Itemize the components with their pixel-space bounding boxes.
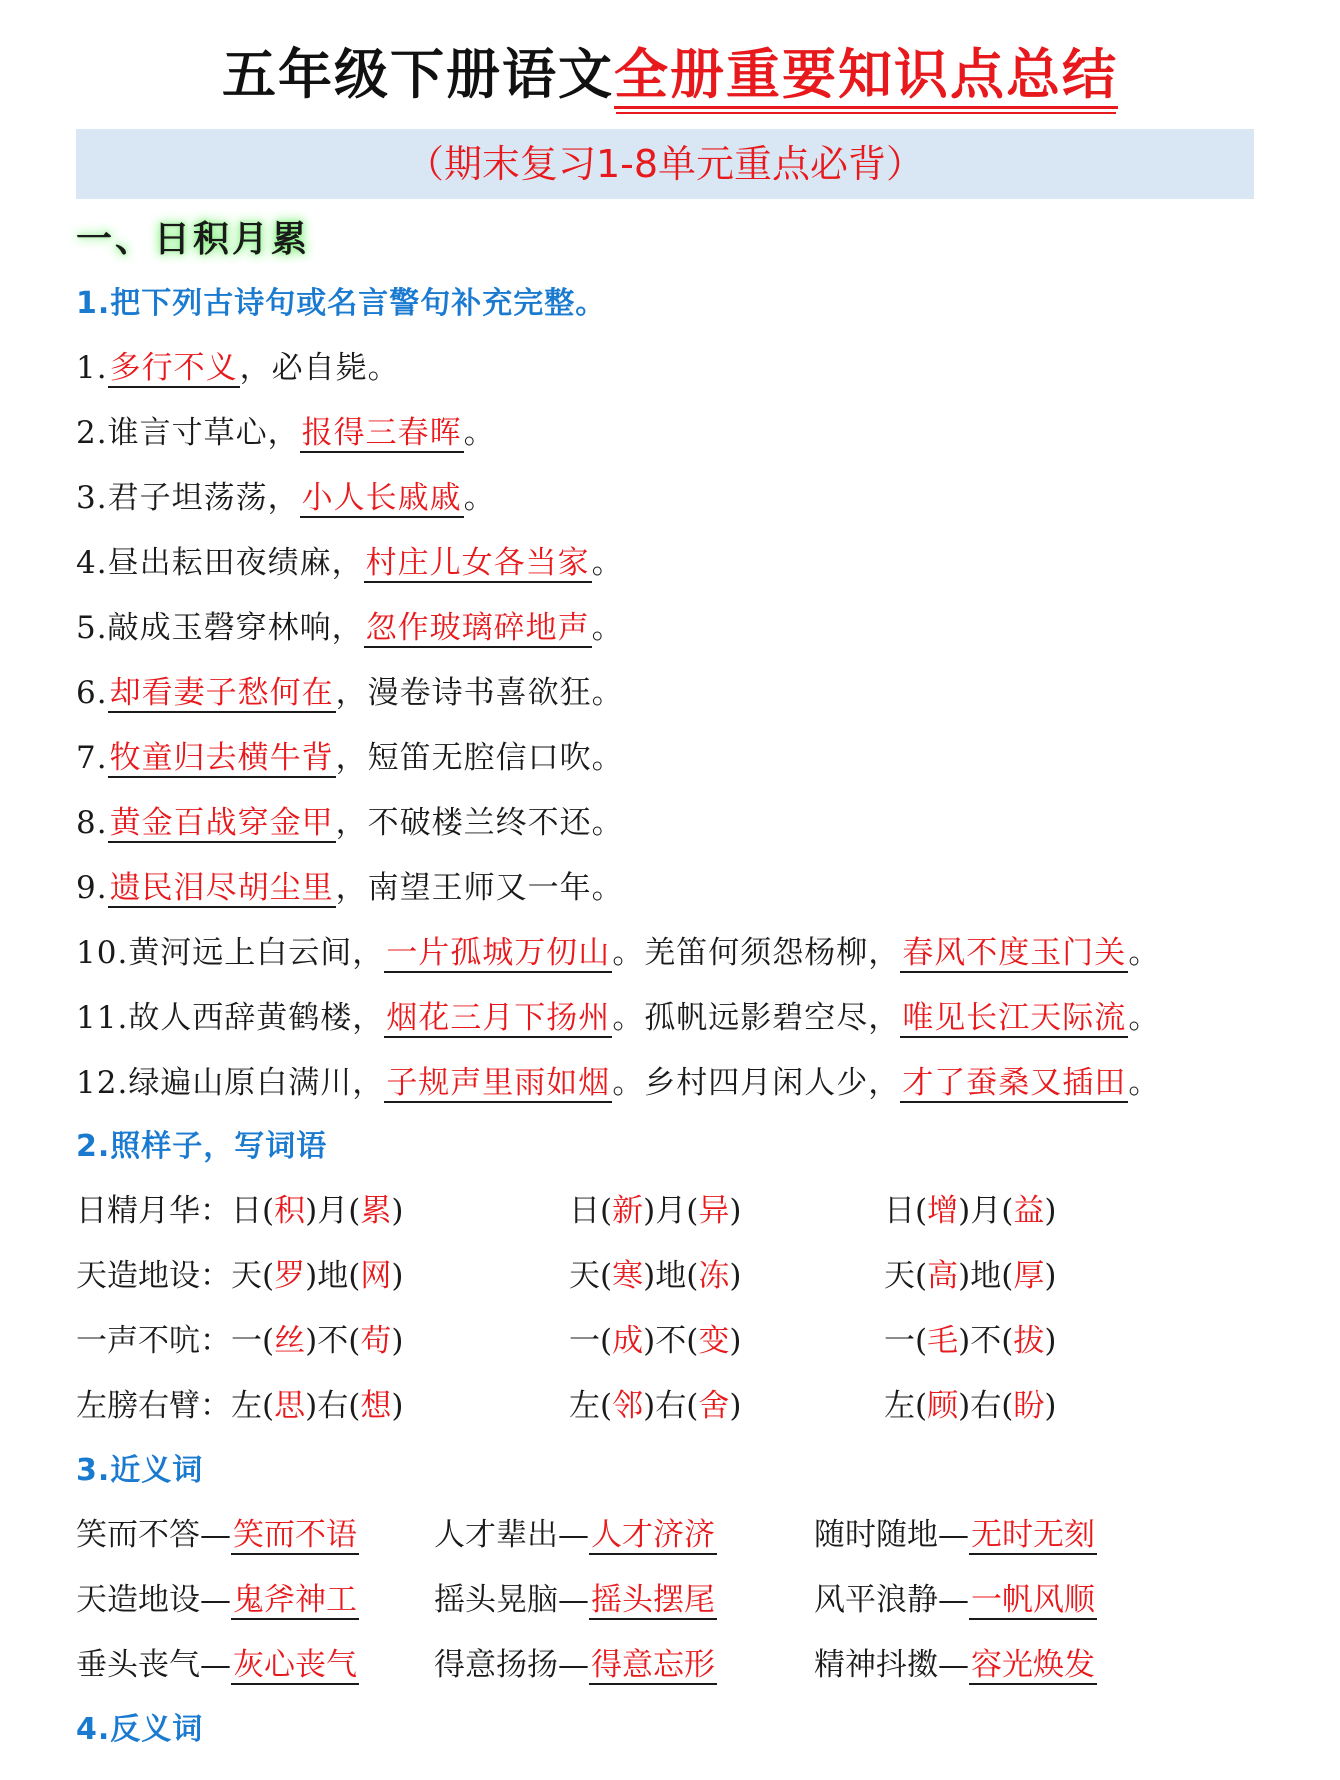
answer: 多行不义	[109, 350, 238, 386]
section-heading: 一、日积月累	[76, 219, 311, 260]
poem-line-11: 11.故人西辞黄鹤楼，烟花三月下扬州。孤帆远影碧空尽，唯见长江天际流。	[76, 1000, 1161, 1036]
answer: 却看妻子愁何在	[109, 675, 334, 711]
poem-line-8: 8.黄金百战穿金甲，不破楼兰终不还。	[76, 805, 624, 841]
answer: 忽作玻璃碎地声	[365, 610, 590, 646]
answer: 唯见长江天际流	[902, 1000, 1127, 1036]
page-title	[0, 40, 1340, 110]
answer: 报得三春晖	[301, 415, 462, 451]
answer: 村庄儿女各当家	[365, 545, 590, 581]
answer: 子规声里雨如烟	[386, 1065, 611, 1101]
answer: 牧童归去横牛背	[109, 740, 334, 776]
answer: 黄金百战穿金甲	[109, 805, 334, 841]
page: 五年级下册语文全册重要知识点总结 （期末复习1-8单元重点必背） 一、日积月累 1.把下列古诗句或名言警句补充完整。 1.多行不义，必自毙。 2.谁言寸草心，报得三春晖。 3.君子坦荡荡，小人长戚戚。 4.昼出耘田夜绩麻，村庄儿女各当家。 5.敲成玉磬穿林响，忽作玻璃碎地声。 6.却看妻子愁何在，漫卷诗书喜欲狂。 7.牧童归去横牛背，短笛无腔信口吹。 8.黄金百战穿金甲，不破楼兰终不还。 9.遗民泪尽胡尘里，南望王师又一年。 10.黄河远上白云间，一片孤城万仞山。羌笛何须怨杨柳，春风不度玉门关。 11.故人西辞黄鹤楼，烟花三月下扬州。孤帆远影碧空尽，唯见长江天际流。 12.绿遍山原白满川，子规声里雨如烟。乡村四月闲人少，才了蚕桑又插田。 2.照样子，写词语 日精月华：日(积)月(累) 日(新)月(异) 日(增)月(益) 天造地设：天(罗)地(网) 天(寒)地(冻) 天(高)地(厚) 一声不吭：一(丝)不(苟) 一(成)不(变) 一(毛)不(拔) 左膀右臂：左(思)右(想) 左(邻)右(舍) 左(顾)右(盼) 3.近义词 笑而不答—笑而不语 人才辈出—人才济济 随时随地—无时无刻 天造地设—鬼斧神工 摇头晃脑—摇头摆尾 风平浪静—一帆风顺 垂头丧气—灰心丧气 得意扬扬—得意忘形 精神抖擞—容光焕发 4.反义词	[0, 0, 1340, 1780]
answer: 才了蚕桑又插田	[902, 1065, 1127, 1101]
answer: 一片孤城万仞山	[386, 935, 611, 971]
title-black: 五年级下册语文	[222, 43, 614, 106]
poem-line-4: 4.昼出耘田夜绩麻，村庄儿女各当家。	[76, 545, 624, 581]
poem-line-5: 5.敲成玉磬穿林响，忽作玻璃碎地声。	[76, 610, 624, 646]
answer: 遗民泪尽胡尘里	[109, 870, 334, 906]
poem-line-2: 2.谁言寸草心，报得三春晖。	[76, 415, 496, 451]
poem-line-3: 3.君子坦荡荡，小人长戚戚。	[76, 480, 496, 516]
title-red: 全册重要知识点总结	[614, 43, 1118, 109]
question-3-heading: 3.近义词	[76, 1453, 204, 1488]
question-4-heading: 4.反义词	[76, 1712, 204, 1747]
question-2-heading: 2.照样子，写词语	[76, 1129, 328, 1164]
answer: 小人长戚戚	[301, 480, 462, 516]
subtitle: （期末复习1-8单元重点必背）	[405, 142, 925, 186]
poem-line-10: 10.黄河远上白云间，一片孤城万仞山。羌笛何须怨杨柳，春风不度玉门关。	[76, 935, 1161, 971]
poem-line-7: 7.牧童归去横牛背，短笛无腔信口吹。	[76, 740, 624, 776]
subtitle-band	[76, 129, 1254, 199]
answer: 春风不度玉门关	[902, 935, 1127, 971]
poem-line-12: 12.绿遍山原白满川，子规声里雨如烟。乡村四月闲人少，才了蚕桑又插田。	[76, 1065, 1161, 1101]
poem-line-9: 9.遗民泪尽胡尘里，南望王师又一年。	[76, 870, 624, 906]
poem-line-1: 1.多行不义，必自毙。	[76, 350, 400, 386]
question-1-heading: 1.把下列古诗句或名言警句补充完整。	[76, 286, 607, 321]
poem-line-6: 6.却看妻子愁何在，漫卷诗书喜欲狂。	[76, 675, 624, 711]
answer: 烟花三月下扬州	[386, 1000, 611, 1036]
